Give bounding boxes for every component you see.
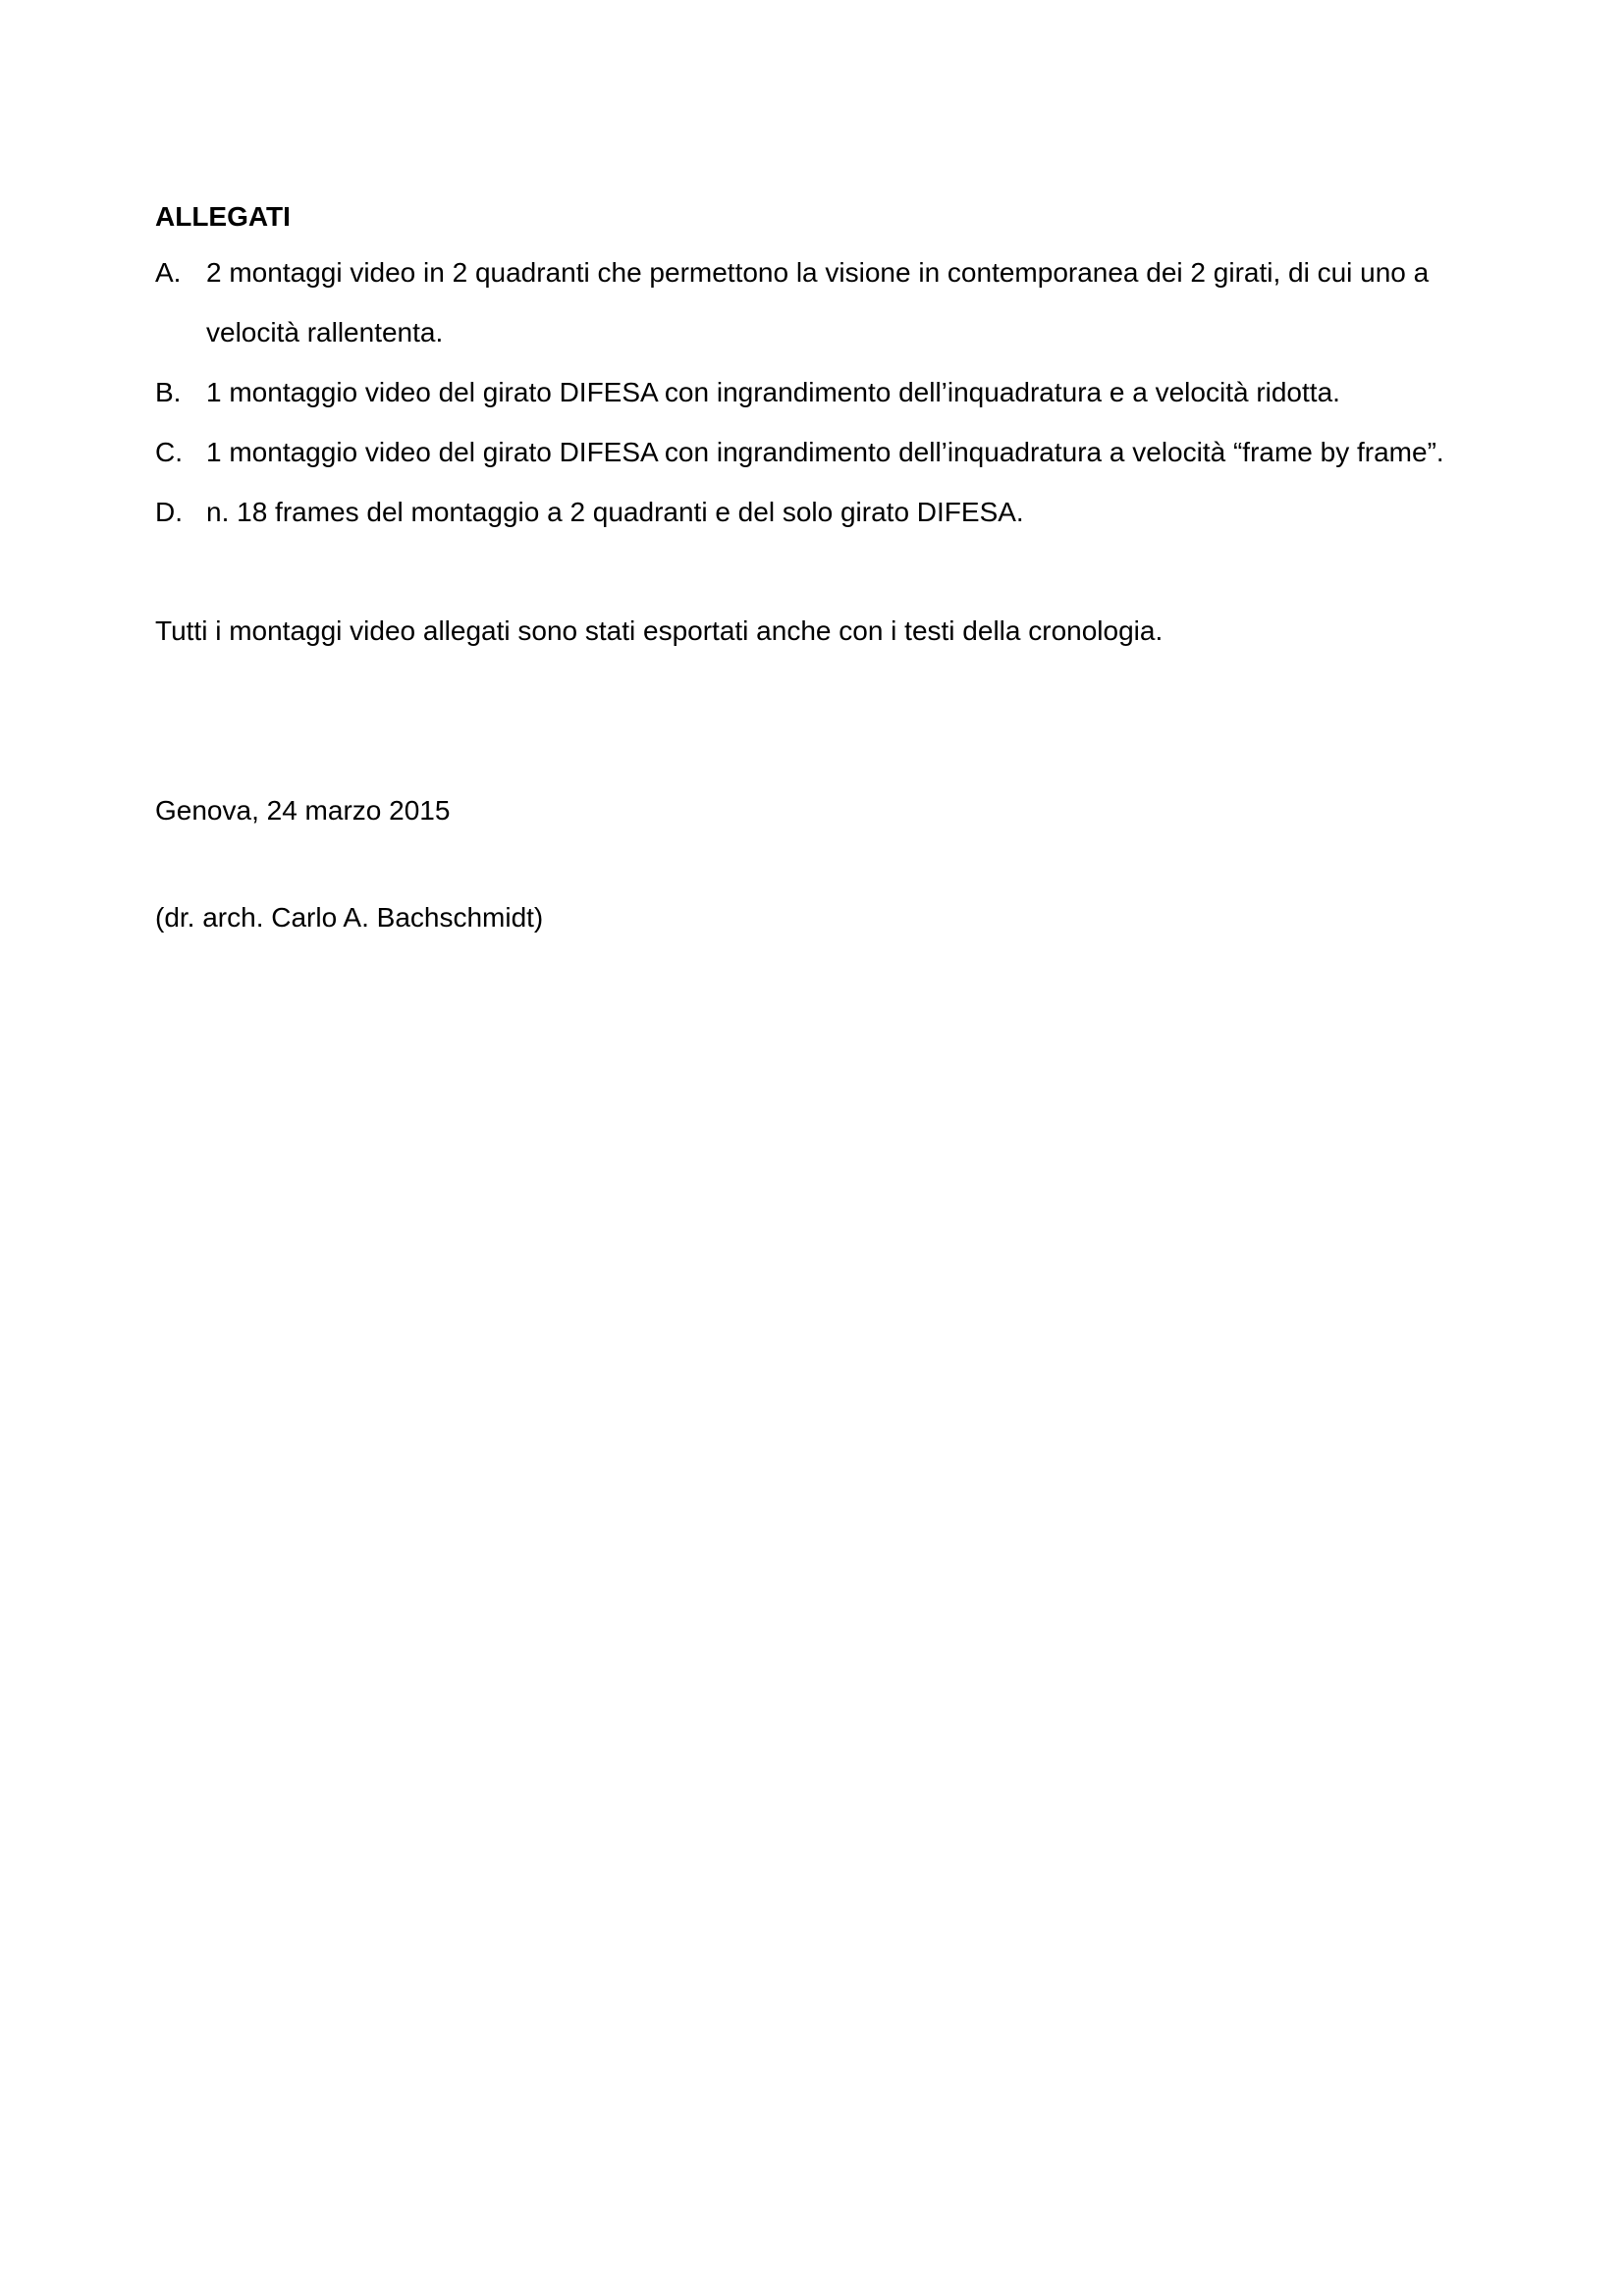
- list-item-text: 1 montaggio video del girato DIFESA con ingrandimento dell’inquadratura e a velocità ridotta.: [206, 377, 1340, 407]
- list-item: [155, 482, 1490, 542]
- list-item: [155, 242, 1490, 362]
- list-item-marker: C.: [155, 437, 183, 467]
- spacer: [155, 542, 1490, 601]
- list-item-text: 2 montaggi video in 2 quadranti che permettono la visione in contemporanea dei 2 girati, di cui uno a velocità rallententa.: [206, 257, 1430, 347]
- spacer: [155, 661, 1490, 780]
- list-item: [155, 362, 1490, 422]
- note-paragraph: Tutti i montaggi video allegati sono stati esportati anche con i testi della cronologia.: [155, 615, 1164, 646]
- list-item-marker: B.: [155, 377, 182, 407]
- place-date: Genova, 24 marzo 2015: [155, 795, 451, 826]
- list-item-text: 1 montaggio video del girato DIFESA con ingrandimento dell’inquadratura a velocità “frame by frame”.: [206, 437, 1444, 467]
- spacer: [155, 840, 1490, 887]
- list-item: [155, 422, 1490, 482]
- list-item-text: n. 18 frames del montaggio a 2 quadranti e del solo girato DIFESA.: [206, 497, 1024, 527]
- attachments-list: [155, 242, 1490, 542]
- list-item-marker: D.: [155, 497, 183, 527]
- document-content: [155, 191, 1490, 947]
- signature: (dr. arch. Carlo A. Bachschmidt): [155, 902, 544, 933]
- list-item-marker: A.: [155, 257, 182, 288]
- section-heading: ALLEGATI: [155, 201, 291, 232]
